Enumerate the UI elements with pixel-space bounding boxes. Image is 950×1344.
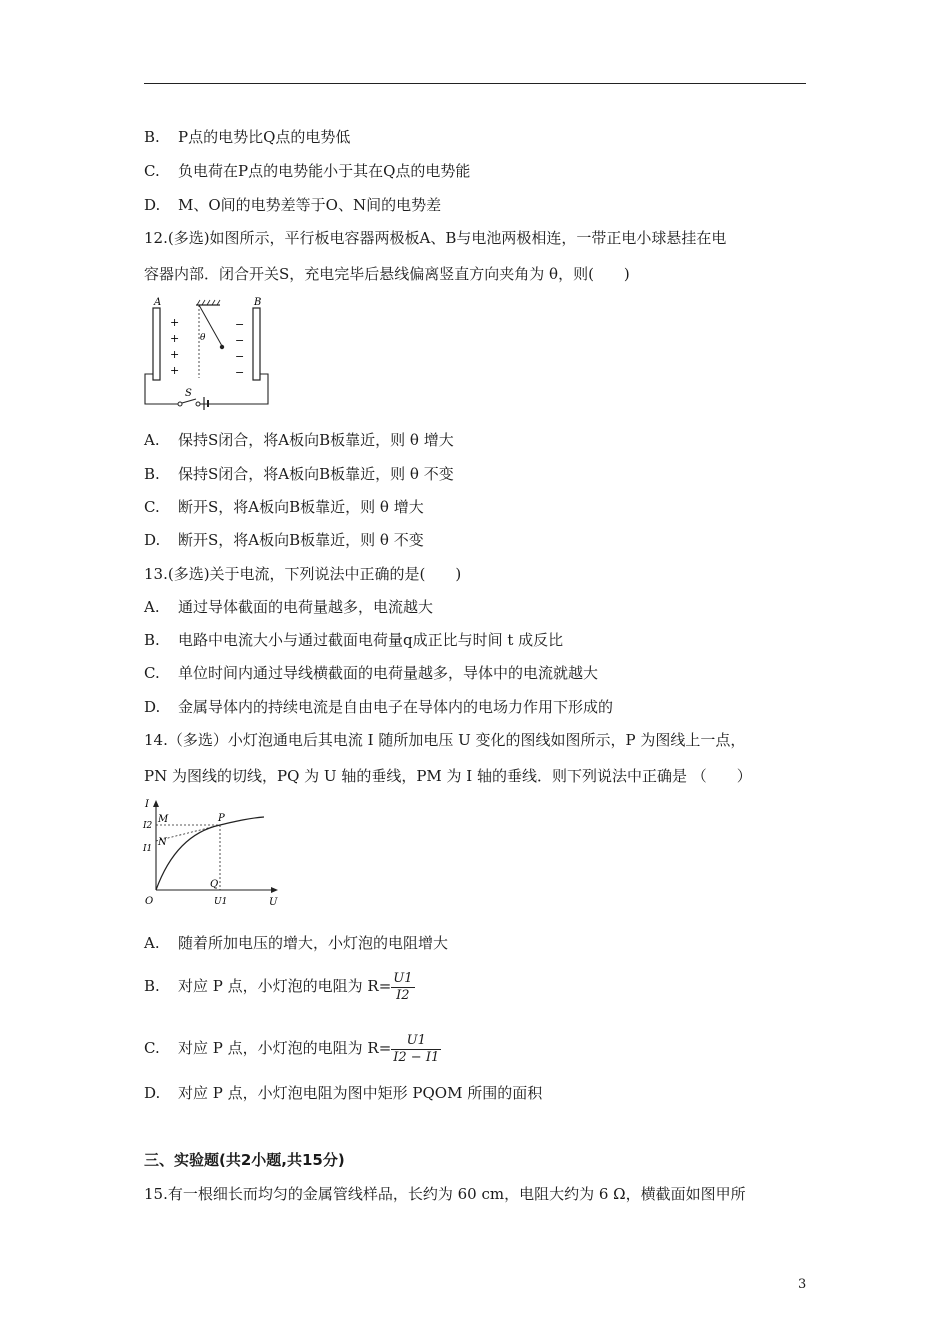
i-axis-arrow xyxy=(153,800,159,807)
q12-option-b: B. 保持S闭合，将A板向B板靠近，则 θ 不变 xyxy=(144,465,454,483)
q11-option-b: B. P点的电势比Q点的电势低 xyxy=(144,128,351,146)
switch-contact xyxy=(196,402,200,406)
u-axis-label: U xyxy=(269,897,278,908)
q12-option-a: A. 保持S闭合，将A板向B板靠近，则 θ 增大 xyxy=(144,431,454,449)
p-label: P xyxy=(218,813,225,824)
charged-ball xyxy=(220,345,224,349)
plate-a-label: A xyxy=(154,297,162,308)
plate-b xyxy=(253,308,260,380)
q13-option-b: B. 电路中电流大小与通过截面电荷量q成正比与时间 t 成反比 xyxy=(144,631,564,649)
q14-option-b: B. 对应 P 点，小灯泡的电阻为 R= $\frac{U1}{I2}$ xyxy=(144,970,413,1003)
q11-option-c: C. 负电荷在P点的电势能小于其在Q点的电势能 xyxy=(144,162,471,180)
i1-label: I1 xyxy=(143,844,153,854)
q15-stem-line1: 15.有一根细长而均匀的金属管线样品，长约为 60 cm，电阻大约为 6 Ω，横截面如图甲所 xyxy=(144,1185,746,1203)
svg-text:−: − xyxy=(235,350,245,363)
q12-option-c: C. 断开S，将A板向B板靠近，则 θ 增大 xyxy=(144,498,424,516)
plate-a xyxy=(153,308,160,380)
n-label: N xyxy=(158,837,167,848)
q12-stem-line1: 12.(多选)如图所示，平行板电容器两极板A、B与电池两极相连，一带正电小球悬挂在电 xyxy=(144,229,727,247)
minus-charges xyxy=(235,318,244,379)
fraction-c: $\frac{U1}{I2 - I1}$ xyxy=(393,1032,440,1065)
svg-text:+: + xyxy=(170,316,180,329)
switch-lever xyxy=(182,399,196,403)
plus-charges xyxy=(170,316,179,377)
fraction-b: $\frac{U1}{I2}$ xyxy=(393,970,413,1003)
i-axis-label: I xyxy=(145,799,149,810)
svg-text:−: − xyxy=(235,318,245,331)
q14-option-d: D. 对应 P 点，小灯泡电阻为图中矩形 PQOM 所围的面积 xyxy=(144,1084,543,1102)
q11-option-d: D. M、O间的电势差等于O、N间的电势差 xyxy=(144,196,442,214)
q14-option-c: C. 对应 P 点，小灯泡的电阻为 R= $\frac{U1}{I2 - I1}$ xyxy=(144,1032,440,1065)
q14-option-a: A. 随着所加电压的增大，小灯泡的电阻增大 xyxy=(144,934,449,952)
q13-stem: 13.(多选)关于电流，下列说法中正确的是( ) xyxy=(144,565,462,583)
q13-option-a: A. 通过导体截面的电荷量越多，电流越大 xyxy=(144,598,434,616)
svg-text:+: + xyxy=(170,364,180,377)
svg-text:−: − xyxy=(235,366,245,379)
ceiling-hatch xyxy=(197,300,220,305)
q14-stem-line1: 14.（多选）小灯泡通电后其电流 I 随所加电压 U 变化的图线如图所示，P 为图线上一点， xyxy=(144,731,746,749)
svg-text:+: + xyxy=(170,348,180,361)
u-axis-arrow xyxy=(271,887,278,893)
m-label: M xyxy=(158,814,169,825)
svg-text:+: + xyxy=(170,332,180,345)
switch-label: S xyxy=(185,388,192,399)
header-rule xyxy=(144,83,806,84)
page-number: 3 xyxy=(798,1277,807,1292)
iu-graph-figure xyxy=(142,798,282,910)
switch-pivot xyxy=(178,402,182,406)
plate-b-label: B xyxy=(254,297,262,308)
capacitor-figure xyxy=(144,296,274,410)
svg-text:−: − xyxy=(235,334,245,347)
q12-option-d: D. 断开S，将A板向B板靠近，则 θ 不变 xyxy=(144,531,424,549)
section-heading: 三、实验题(共2小题,共15分) xyxy=(144,1151,345,1169)
origin-label: O xyxy=(145,896,154,907)
wire-left xyxy=(145,374,178,404)
i2-label: I2 xyxy=(143,821,153,831)
q12-stem-line2: 容器内部．闭合开关S，充电完毕后悬线偏离竖直方向夹角为 θ，则( ) xyxy=(144,265,630,283)
u1-label: U1 xyxy=(214,897,228,907)
q-label: Q xyxy=(210,879,219,890)
q13-option-c: C. 单位时间内通过导线横截面的电荷量越多，导体中的电流就越大 xyxy=(144,664,599,682)
q14-stem-line2: PN 为图线的切线，PQ 为 U 轴的垂线，PM 为 I 轴的垂线．则下列说法中正确是 （ ） xyxy=(144,767,752,785)
q13-option-d: D. 金属导体内的持续电流是自由电子在导体内的电场力作用下形成的 xyxy=(144,698,614,716)
theta-label: θ xyxy=(200,333,206,343)
